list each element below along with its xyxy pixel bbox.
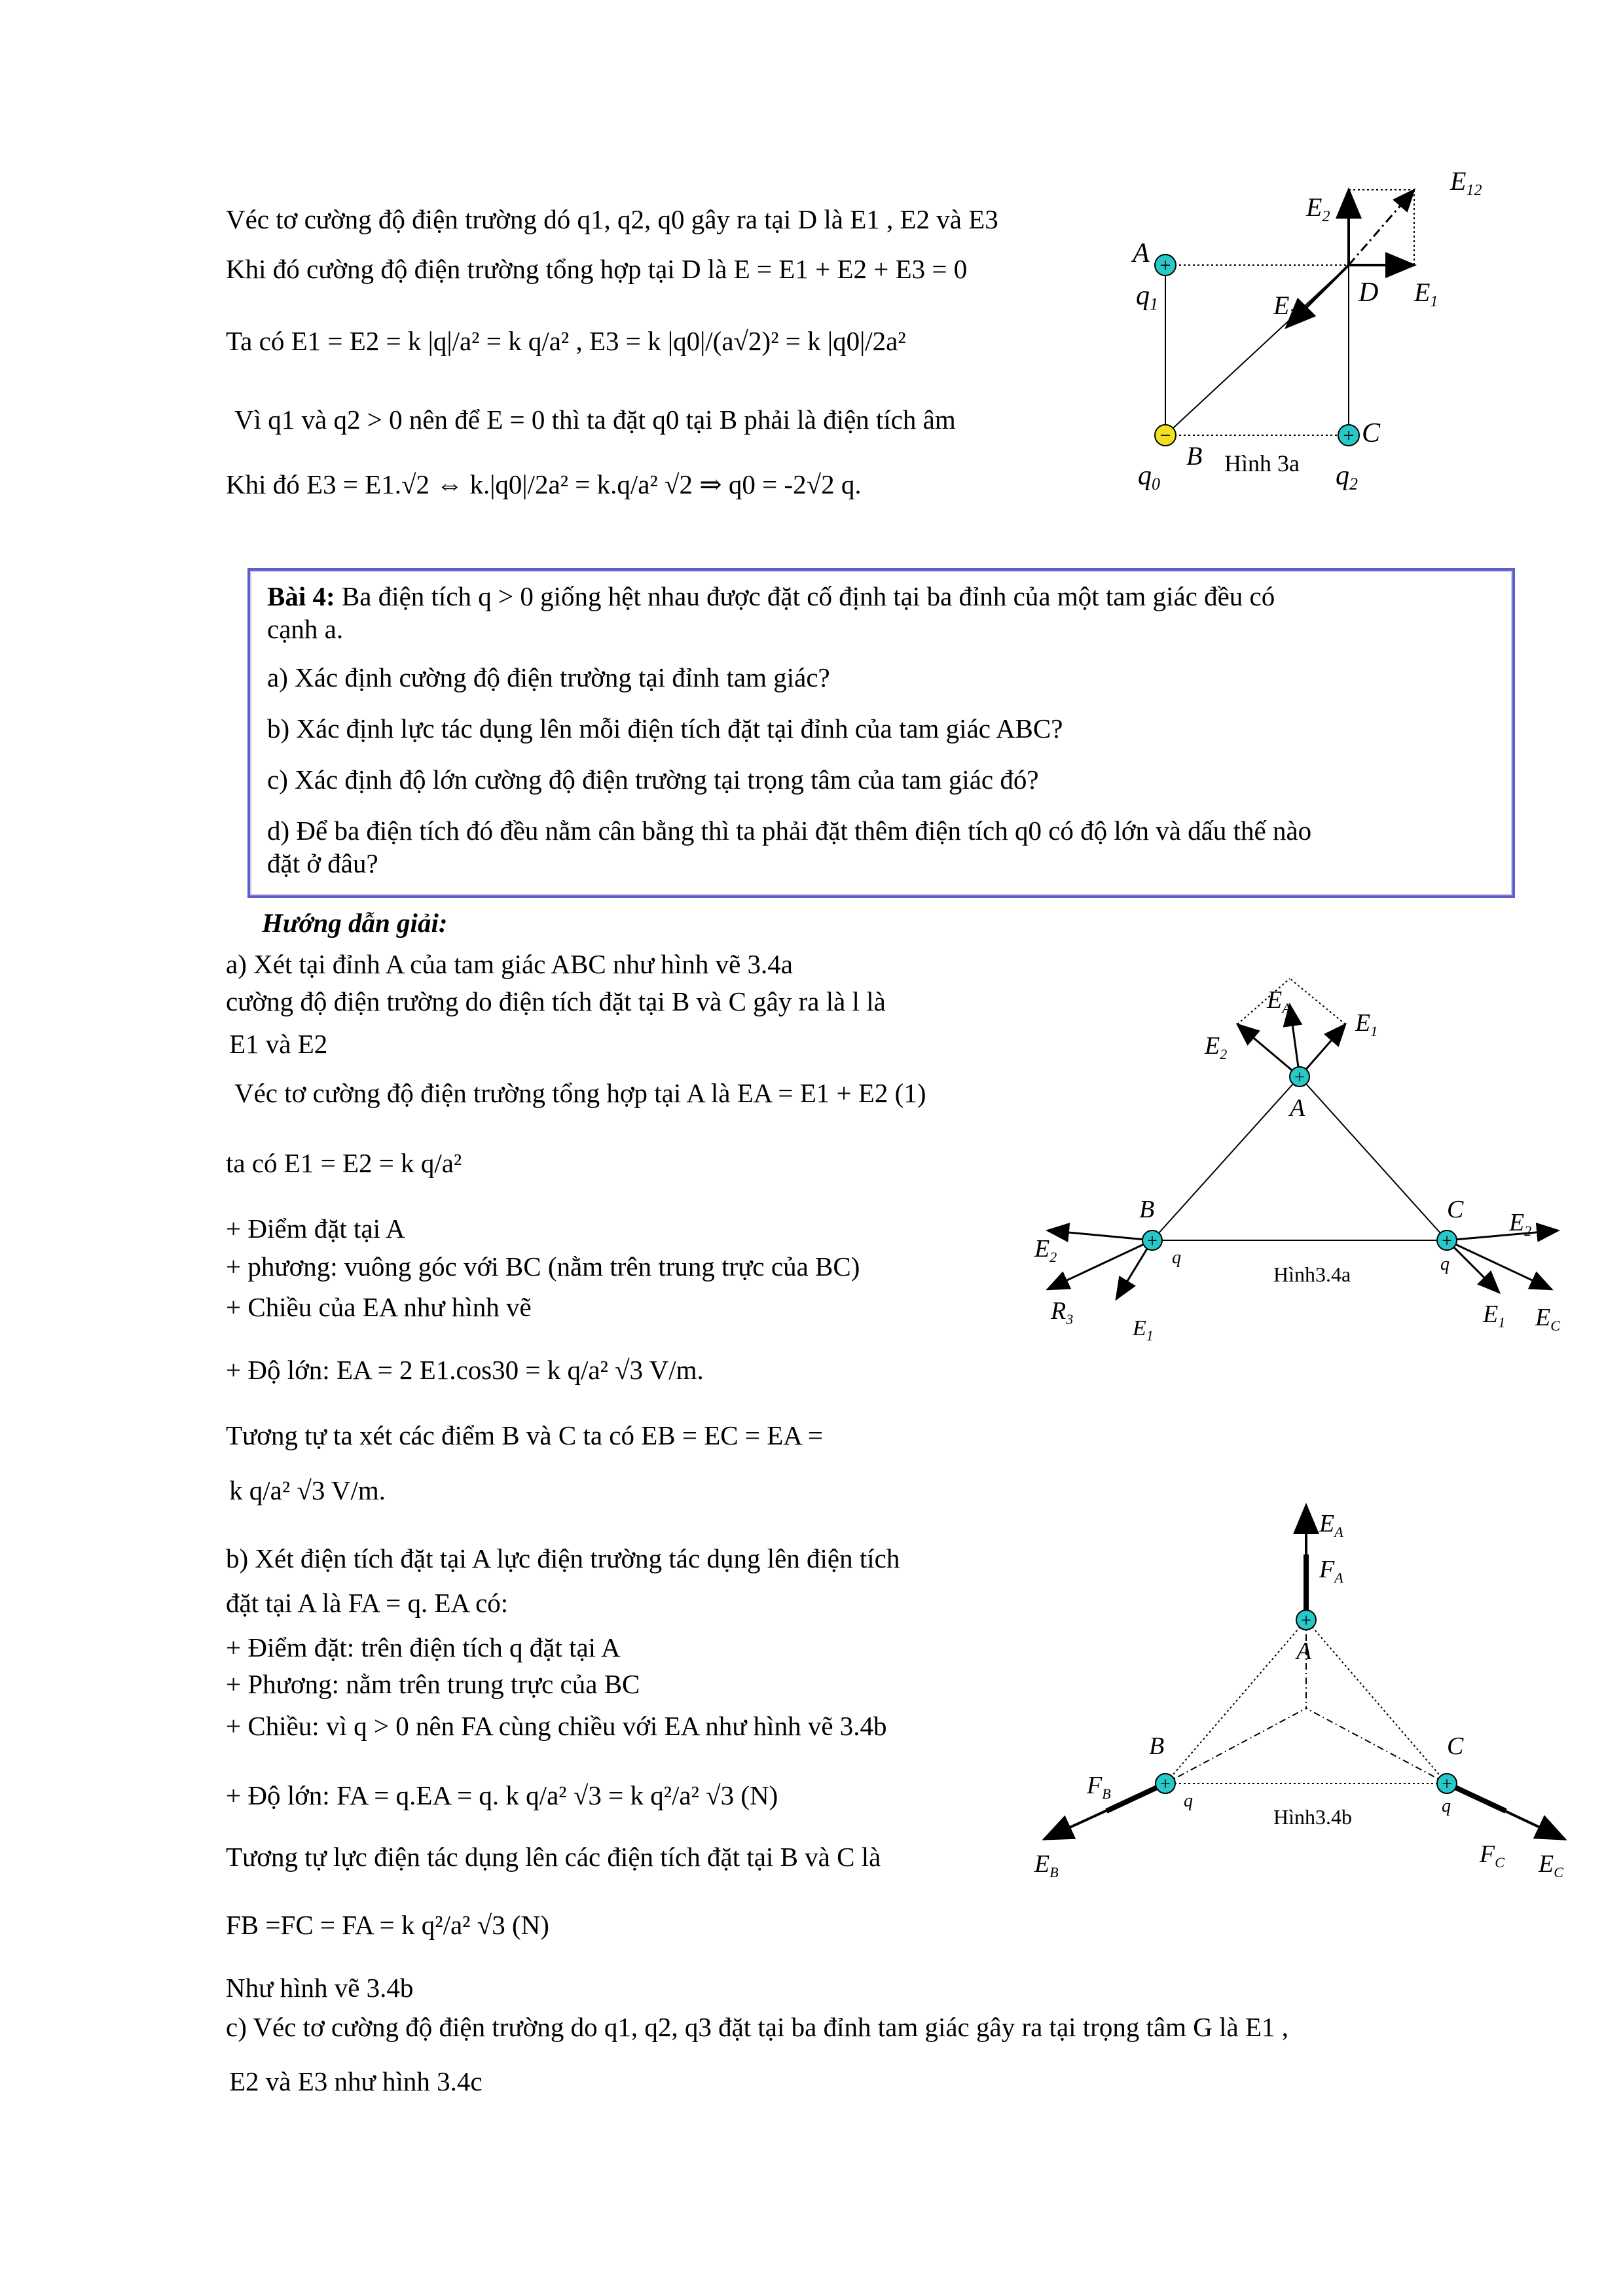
sol-a8: + Chiều của EA như hình vẽ [226, 1292, 532, 1322]
sol-b6: + Độ lớn: FA = q.EA = q. k q/a² √3 = k q²/a² √3 (N) [226, 1780, 778, 1810]
svg-text:q: q [1172, 1247, 1181, 1268]
figure-3a [1126, 164, 1493, 504]
sol-a5: ta có E1 = E2 = k q/a² [226, 1148, 462, 1178]
svg-text:A: A [1133, 238, 1150, 268]
svg-text:C: C [1447, 1196, 1464, 1223]
svg-text:C: C [1447, 1732, 1464, 1760]
sol-b5: + Chiều: vì q > 0 nên FA cùng chiều với EA như hình vẽ 3.4b [226, 1711, 887, 1741]
figure-3-4b [1021, 1492, 1597, 1885]
svg-text:Hình3.4a: Hình3.4a [1273, 1263, 1351, 1286]
svg-text:FC: $F_C$ [1480, 1840, 1504, 1871]
problem-part-d-2: đặt ở đâu? [267, 848, 378, 878]
sol-a9: + Độ lớn: EA = 2 E1.cos30 = k q/a² √3 V/m. [226, 1355, 704, 1385]
svg-text:FB: $F_B$ [1087, 1772, 1111, 1802]
svg-text:+: + [1301, 1611, 1311, 1631]
svg-text:EC: $E_C$ [1539, 1850, 1563, 1880]
svg-text:E1: $E_1$ [1483, 1300, 1506, 1331]
svg-text:q0: q0 [1138, 461, 1160, 493]
svg-text:+: + [1160, 1774, 1171, 1795]
svg-text:E12: $E_{12}$ [1450, 166, 1482, 199]
svg-text:+: + [1442, 1774, 1452, 1795]
sol-b7: Tương tự lực điện tác dụng lên các điện tích đặt tại B và C là [226, 1842, 881, 1872]
svg-text:A: A [1296, 1638, 1312, 1665]
sol-b9: Như hình vẽ 3.4b [226, 1973, 414, 2003]
problem-title: Bài 4: [267, 581, 335, 611]
svg-text:q: q [1440, 1254, 1450, 1274]
svg-text:+: + [1343, 425, 1355, 446]
svg-text:+: + [1159, 255, 1171, 276]
svg-text:Hình3.4b: Hình3.4b [1273, 1805, 1352, 1829]
sol-c1: c) Véc tơ cường độ điện trường do q1, q2, q3 đặt tại ba đỉnh tam giác gây ra tại trọng tâm G là E1 , [226, 2012, 1289, 2042]
sol-a3: E1 và E2 [229, 1029, 328, 1059]
svg-text:q1: q1 [1136, 281, 1158, 314]
svg-text:E2: $E_2$ [1034, 1235, 1057, 1265]
svg-text:E1: $E_1$ [1133, 1316, 1154, 1344]
svg-text:q: q [1184, 1791, 1193, 1811]
sol-b3: + Điểm đặt: trên điện tích q đặt tại A [226, 1632, 621, 1662]
sol-a6: + Điểm đặt tại A [226, 1213, 405, 1244]
text-line-vectors-at-D: Véc tơ cường độ điện trường dó q1, q2, q0 gây ra tại D là E1 , E2 và E3 [226, 204, 998, 234]
problem-intro: Ba điện tích q > 0 giống hệt nhau được đặt cố định tại ba đỉnh của một tam giác đều có [341, 581, 1275, 611]
svg-text:EB: $E_B$ [1034, 1850, 1059, 1880]
problem-part-d: d) Để ba điện tích đó đều nằm cân bằng thì ta phải đặt thêm điện tích q0 có độ lớn và dấu thế nào [267, 816, 1312, 846]
svg-text:q2: q2 [1336, 461, 1358, 493]
svg-text:E1: $E_1$ [1355, 1009, 1378, 1039]
svg-text:−: − [1159, 425, 1171, 446]
svg-text:B: B [1186, 441, 1203, 471]
solution-heading: Hướng dẫn giải: [262, 908, 448, 938]
sol-a1: a) Xét tại đỉnh A của tam giác ABC như hình vẽ 3.4a [226, 949, 793, 979]
text-line-total-field-D: Khi đó cường độ điện trường tổng hợp tại D là E = E1 + E2 + E3 = 0 [226, 254, 968, 284]
text-line-E-magnitudes: Ta có E1 = E2 = k |q|/a² = k q/a² , E3 = k |q0|/(a√2)² = k |q0|/2a² [226, 326, 906, 356]
problem-part-c: c) Xác định độ lớn cường độ điện trường tại trọng tâm của tam giác đó? [267, 764, 1039, 795]
svg-text:D: D [1359, 278, 1379, 308]
svg-text:B: B [1149, 1732, 1165, 1760]
svg-text:E2: $E_2$ [1205, 1032, 1228, 1062]
svg-text:EA: $E_A$ [1267, 986, 1291, 1016]
svg-text:q: q [1442, 1796, 1451, 1816]
svg-text:E1: $E_1$ [1414, 278, 1438, 310]
svg-text:E3: $E_3$ [1273, 291, 1298, 323]
sol-a4: Véc tơ cường độ điện trường tổng hợp tại A là EA = E1 + E2 (1) [234, 1078, 926, 1108]
svg-text:+: + [1147, 1231, 1158, 1251]
svg-text:E2: $E_2$ [1509, 1209, 1532, 1239]
sol-b2: đặt tại A là FA = q. EA có: [226, 1588, 509, 1618]
svg-text:+: + [1442, 1231, 1452, 1251]
sol-a10: Tương tự ta xét các điểm B và C ta có EB = EC = EA = [226, 1420, 824, 1450]
sol-a7: + phương: vuông góc với BC (nằm trên trung trực của BC) [226, 1251, 860, 1282]
svg-text:B: B [1139, 1196, 1155, 1223]
svg-text:C: C [1362, 418, 1381, 448]
svg-text:Hình 3a: Hình 3a [1224, 450, 1300, 476]
sol-b8: FB =FC = FA = k q²/a² √3 (N) [226, 1910, 549, 1940]
sol-b1: b) Xét điện tích đặt tại A lực điện trường tác dụng lên điện tích [226, 1543, 900, 1573]
svg-text:FA: $F_A$ [1319, 1556, 1343, 1586]
sol-c2: E2 và E3 như hình 3.4c [229, 2066, 483, 2096]
text-line-q0-result: Khi đó E3 = E1.√2 ⇔ k.|q0|/2a² = k.q/a² √2 ⇒ q0 = -2√2 q. [226, 469, 862, 499]
sol-a11: k q/a² √3 V/m. [229, 1475, 386, 1505]
sol-b4: + Phương: nằm trên trung trực của BC [226, 1669, 640, 1699]
sol-a2: cường độ điện trường do điện tích đặt tại B và C gây ra là l là [226, 986, 886, 1016]
problem-box [247, 568, 1515, 898]
text-line-q0-negative: Vì q1 và q2 > 0 nên để E = 0 thì ta đặt q0 tại B phải là điện tích âm [234, 404, 956, 435]
svg-text:E2: $E_2$ [1306, 192, 1330, 225]
svg-text:EC: $E_C$ [1535, 1304, 1560, 1334]
svg-text:A: A [1290, 1094, 1305, 1122]
problem-part-a: a) Xác định cường độ điện trường tại đỉnh tam giác? [267, 662, 830, 692]
figure-3-4a [1021, 942, 1597, 1361]
svg-text:EA: $E_A$ [1319, 1510, 1343, 1540]
problem-part-b: b) Xác định lực tác dụng lên mỗi điện tích đặt tại đỉnh của tam giác ABC? [267, 713, 1063, 744]
problem-intro-2: cạnh a. [267, 614, 344, 644]
svg-text:R3: $R_3$ [1051, 1297, 1074, 1327]
svg-text:+: + [1294, 1067, 1305, 1088]
